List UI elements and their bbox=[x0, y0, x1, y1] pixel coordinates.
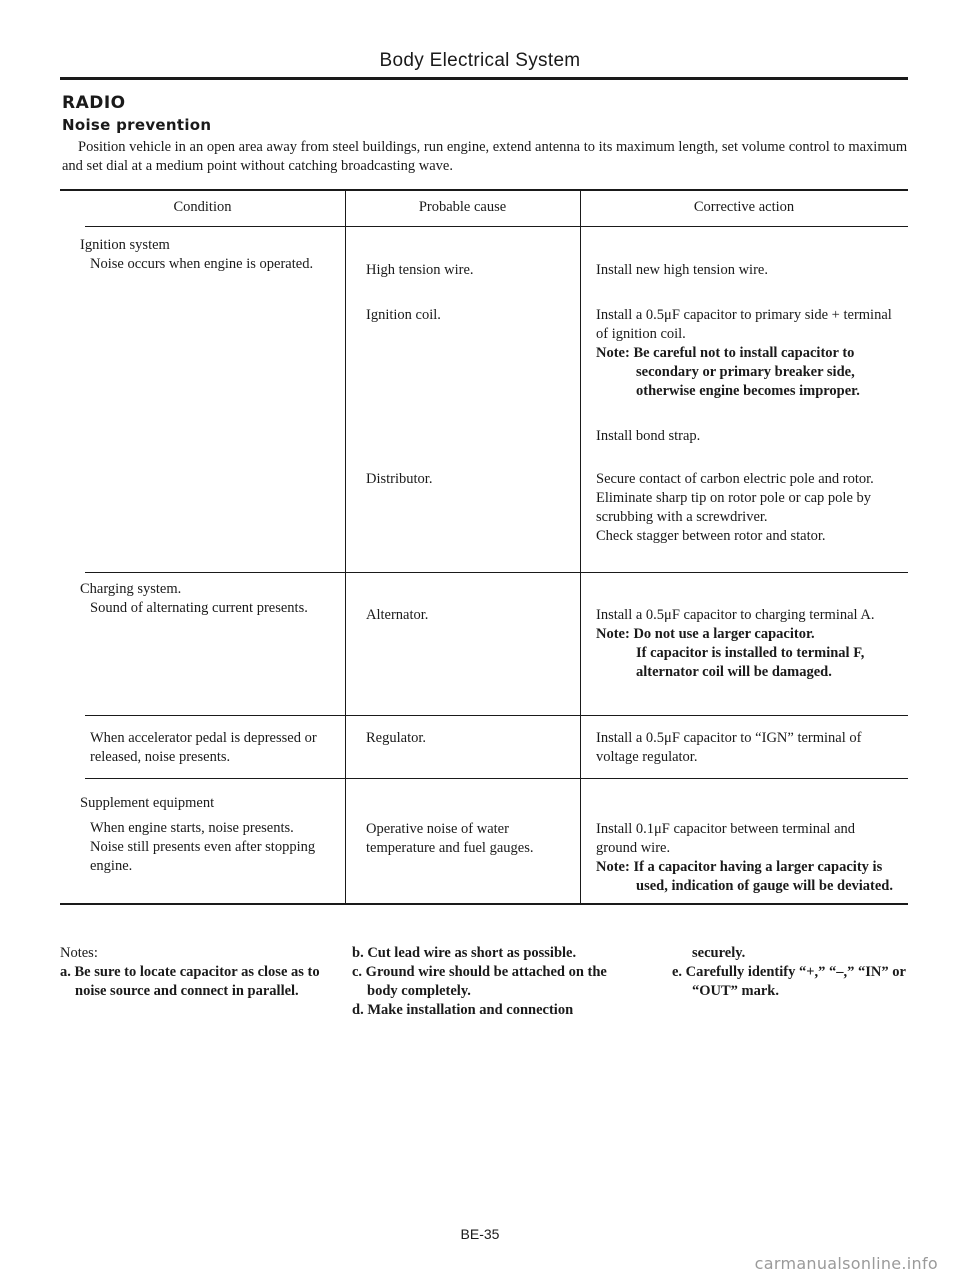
action-alternator-text: Install a 0.5μF capacitor to charging terminal A. bbox=[596, 607, 875, 623]
condition-supplement-2: Noise still presents even after stopping engine. bbox=[90, 839, 316, 874]
table-bottom-rule bbox=[60, 903, 908, 905]
note-label: Note: bbox=[596, 859, 630, 875]
condition-accelerator: When accelerator pedal is depressed or released, noise presents. bbox=[90, 730, 317, 765]
note-a: a. Be sure to locate capacitor as close as to noise source and connect in parallel. bbox=[60, 964, 320, 999]
notes-label: Notes: bbox=[60, 945, 98, 961]
header-rule bbox=[60, 77, 908, 80]
column-header-cause: Probable cause bbox=[418, 199, 507, 215]
action-distributor-2: Eliminate sharp tip on rotor pole or cap pole by scrubbing with a screwdriver. bbox=[596, 490, 872, 525]
note-d-continued: securely. bbox=[692, 945, 746, 961]
note-alternator-2: If capacitor is installed to terminal F, alternator coil will be damaged. bbox=[636, 645, 865, 680]
note-c: c. Ground wire should be attached on the body completely. bbox=[352, 964, 607, 999]
note-e: e. Carefully identify “+,” “–,” “IN” or “OUT” mark. bbox=[672, 964, 906, 999]
note-gauges-text: If a capacitor having a larger capacity is used, indication of gauge will be deviated. bbox=[633, 859, 893, 894]
note-label: Note: bbox=[596, 626, 630, 642]
watermark: carmanualsonline.info bbox=[754, 1254, 938, 1273]
intro-paragraph: Position vehicle in an open area away from steel buildings, run engine, extend antenna to its maximum length, set volume control to maximum and set dial at a medium point without catching broadcasting wave. bbox=[62, 139, 908, 174]
section-title: RADIO bbox=[62, 93, 126, 113]
cause-alternator: Alternator. bbox=[366, 607, 429, 623]
group-label-charging: Charging system. bbox=[80, 581, 182, 597]
note-ignition-coil-text: Be careful not to install capacitor to secondary or primary breaker side, otherwise engine becomes improper. bbox=[633, 345, 860, 399]
cause-gauges: Operative noise of water temperature and fuel gauges. bbox=[366, 821, 534, 856]
row-divider-1 bbox=[85, 572, 908, 573]
action-gauges bbox=[596, 820, 896, 896]
row-charging-condition bbox=[80, 580, 325, 618]
condition-charging: Sound of alternating current presents. bbox=[90, 600, 308, 616]
cause-high-tension-wire: High tension wire. bbox=[366, 262, 474, 278]
action-ignition-coil-text: Install a 0.5μF capacitor to primary side + terminal of ignition coil. bbox=[596, 307, 892, 342]
action-distributor-3: Check stagger between rotor and stator. bbox=[596, 528, 826, 544]
row-divider-2 bbox=[85, 715, 908, 716]
row-supplement-condition bbox=[80, 794, 330, 876]
page-header-title: Body Electrical System bbox=[379, 50, 581, 71]
action-regulator: Install a 0.5μF capacitor to “IGN” terminal of voltage regulator. bbox=[596, 730, 862, 765]
note-alternator-1-text: Do not use a larger capacitor. bbox=[633, 626, 815, 642]
notes-column-2 bbox=[352, 944, 622, 1020]
note-gauges bbox=[596, 858, 896, 896]
cause-regulator: Regulator. bbox=[366, 730, 427, 746]
notes-column-1 bbox=[60, 944, 335, 1001]
column-header-action: Corrective action bbox=[693, 199, 795, 215]
notes-column-3 bbox=[672, 944, 912, 1001]
action-gauges-text: Install 0.1μF capacitor between terminal and ground wire. bbox=[596, 821, 856, 856]
note-label: Note: bbox=[596, 345, 630, 361]
column-divider-1 bbox=[345, 191, 346, 903]
group-label-ignition: Ignition system bbox=[80, 237, 170, 253]
note-b: b. Cut lead wire as short as possible. bbox=[352, 945, 577, 961]
cause-distributor: Distributor. bbox=[366, 471, 433, 487]
column-divider-2 bbox=[580, 191, 581, 903]
column-header-condition: Condition bbox=[173, 199, 232, 215]
row-divider-3 bbox=[85, 778, 908, 779]
section-subtitle: Noise prevention bbox=[62, 116, 212, 134]
page-number: BE-35 bbox=[460, 1226, 500, 1242]
action-distributor bbox=[596, 470, 896, 546]
header-bottom-rule bbox=[85, 226, 908, 227]
row-ignition-condition bbox=[80, 236, 325, 274]
note-alternator-1 bbox=[596, 625, 896, 644]
condition-ignition: Noise occurs when engine is operated. bbox=[90, 256, 314, 272]
action-alternator bbox=[596, 606, 896, 682]
action-distributor-1: Secure contact of carbon electric pole and rotor. bbox=[596, 471, 874, 487]
action-high-tension-wire: Install new high tension wire. bbox=[596, 262, 768, 278]
cause-ignition-coil: Ignition coil. bbox=[366, 307, 441, 323]
condition-supplement-1: When engine starts, noise presents. bbox=[90, 820, 294, 836]
note-ignition-coil bbox=[596, 344, 896, 401]
group-label-supplement: Supplement equipment bbox=[80, 795, 215, 811]
action-bond-strap: Install bond strap. bbox=[596, 428, 701, 444]
table-top-rule bbox=[60, 189, 908, 191]
action-ignition-coil bbox=[596, 306, 896, 401]
note-d: d. Make installation and connection bbox=[352, 1002, 574, 1018]
